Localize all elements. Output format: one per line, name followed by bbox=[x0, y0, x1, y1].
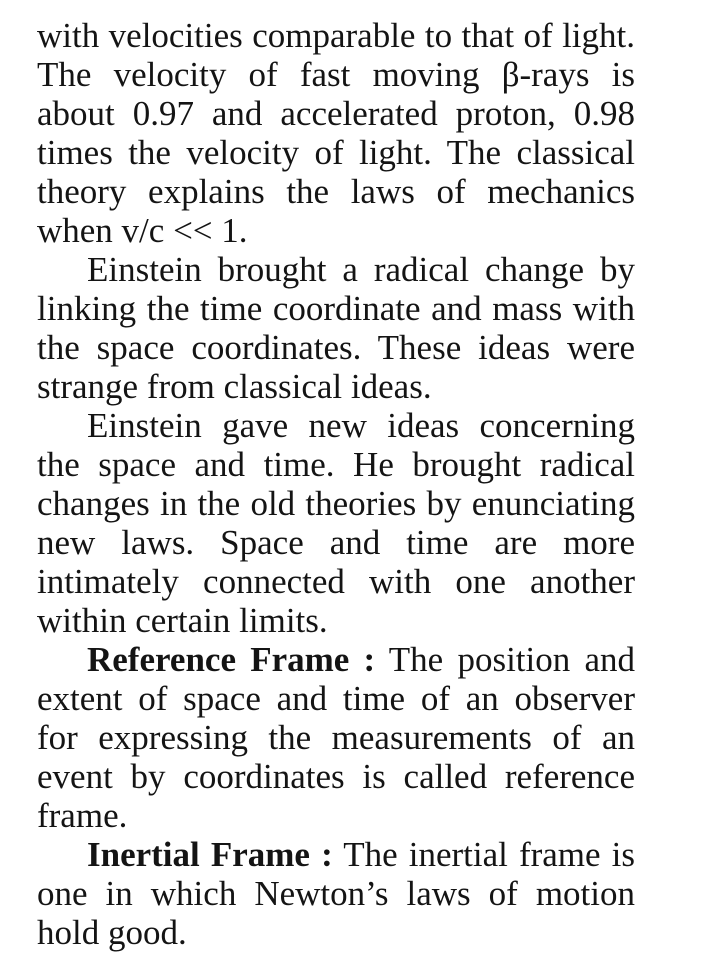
page-text bbox=[37, 16, 635, 952]
definition-reference-frame: The position and extent of space and time of an observer for expressing the measurements of an event by coordinates is called reference frame. bbox=[37, 640, 636, 835]
paragraph-text: with velocities comparable to that of light. The velocity of fast moving β-rays is about 0.97 and accelerated proton, 0.98 times the velocity of light. The classical theory explains the laws of mechanics when v/c << 1. bbox=[37, 16, 635, 250]
paragraph-reference-frame bbox=[37, 640, 635, 835]
definition-inertial-frame: The inertial frame is one in which Newton’s laws of motion hold good. bbox=[37, 835, 635, 952]
paragraph-text: Einstein gave new ideas concerning the space and time. He brought radical changes in the old theories by enunciating new laws. Space and time are more intimately connected with one another within certain limits. bbox=[37, 406, 635, 640]
paragraph-space-time bbox=[37, 406, 635, 640]
paragraph-inertial-frame bbox=[37, 835, 635, 952]
paragraph-einstein-change bbox=[37, 250, 635, 406]
term-inertial-frame: Inertial Frame : bbox=[87, 835, 333, 874]
term-reference-frame: Reference Frame : bbox=[87, 640, 376, 679]
paragraph-classical-limit bbox=[37, 16, 635, 250]
paragraph-text: Einstein brought a radical change by linking the time coordinate and mass with the space coordinates. These ideas were strange from classical ideas. bbox=[37, 250, 635, 406]
